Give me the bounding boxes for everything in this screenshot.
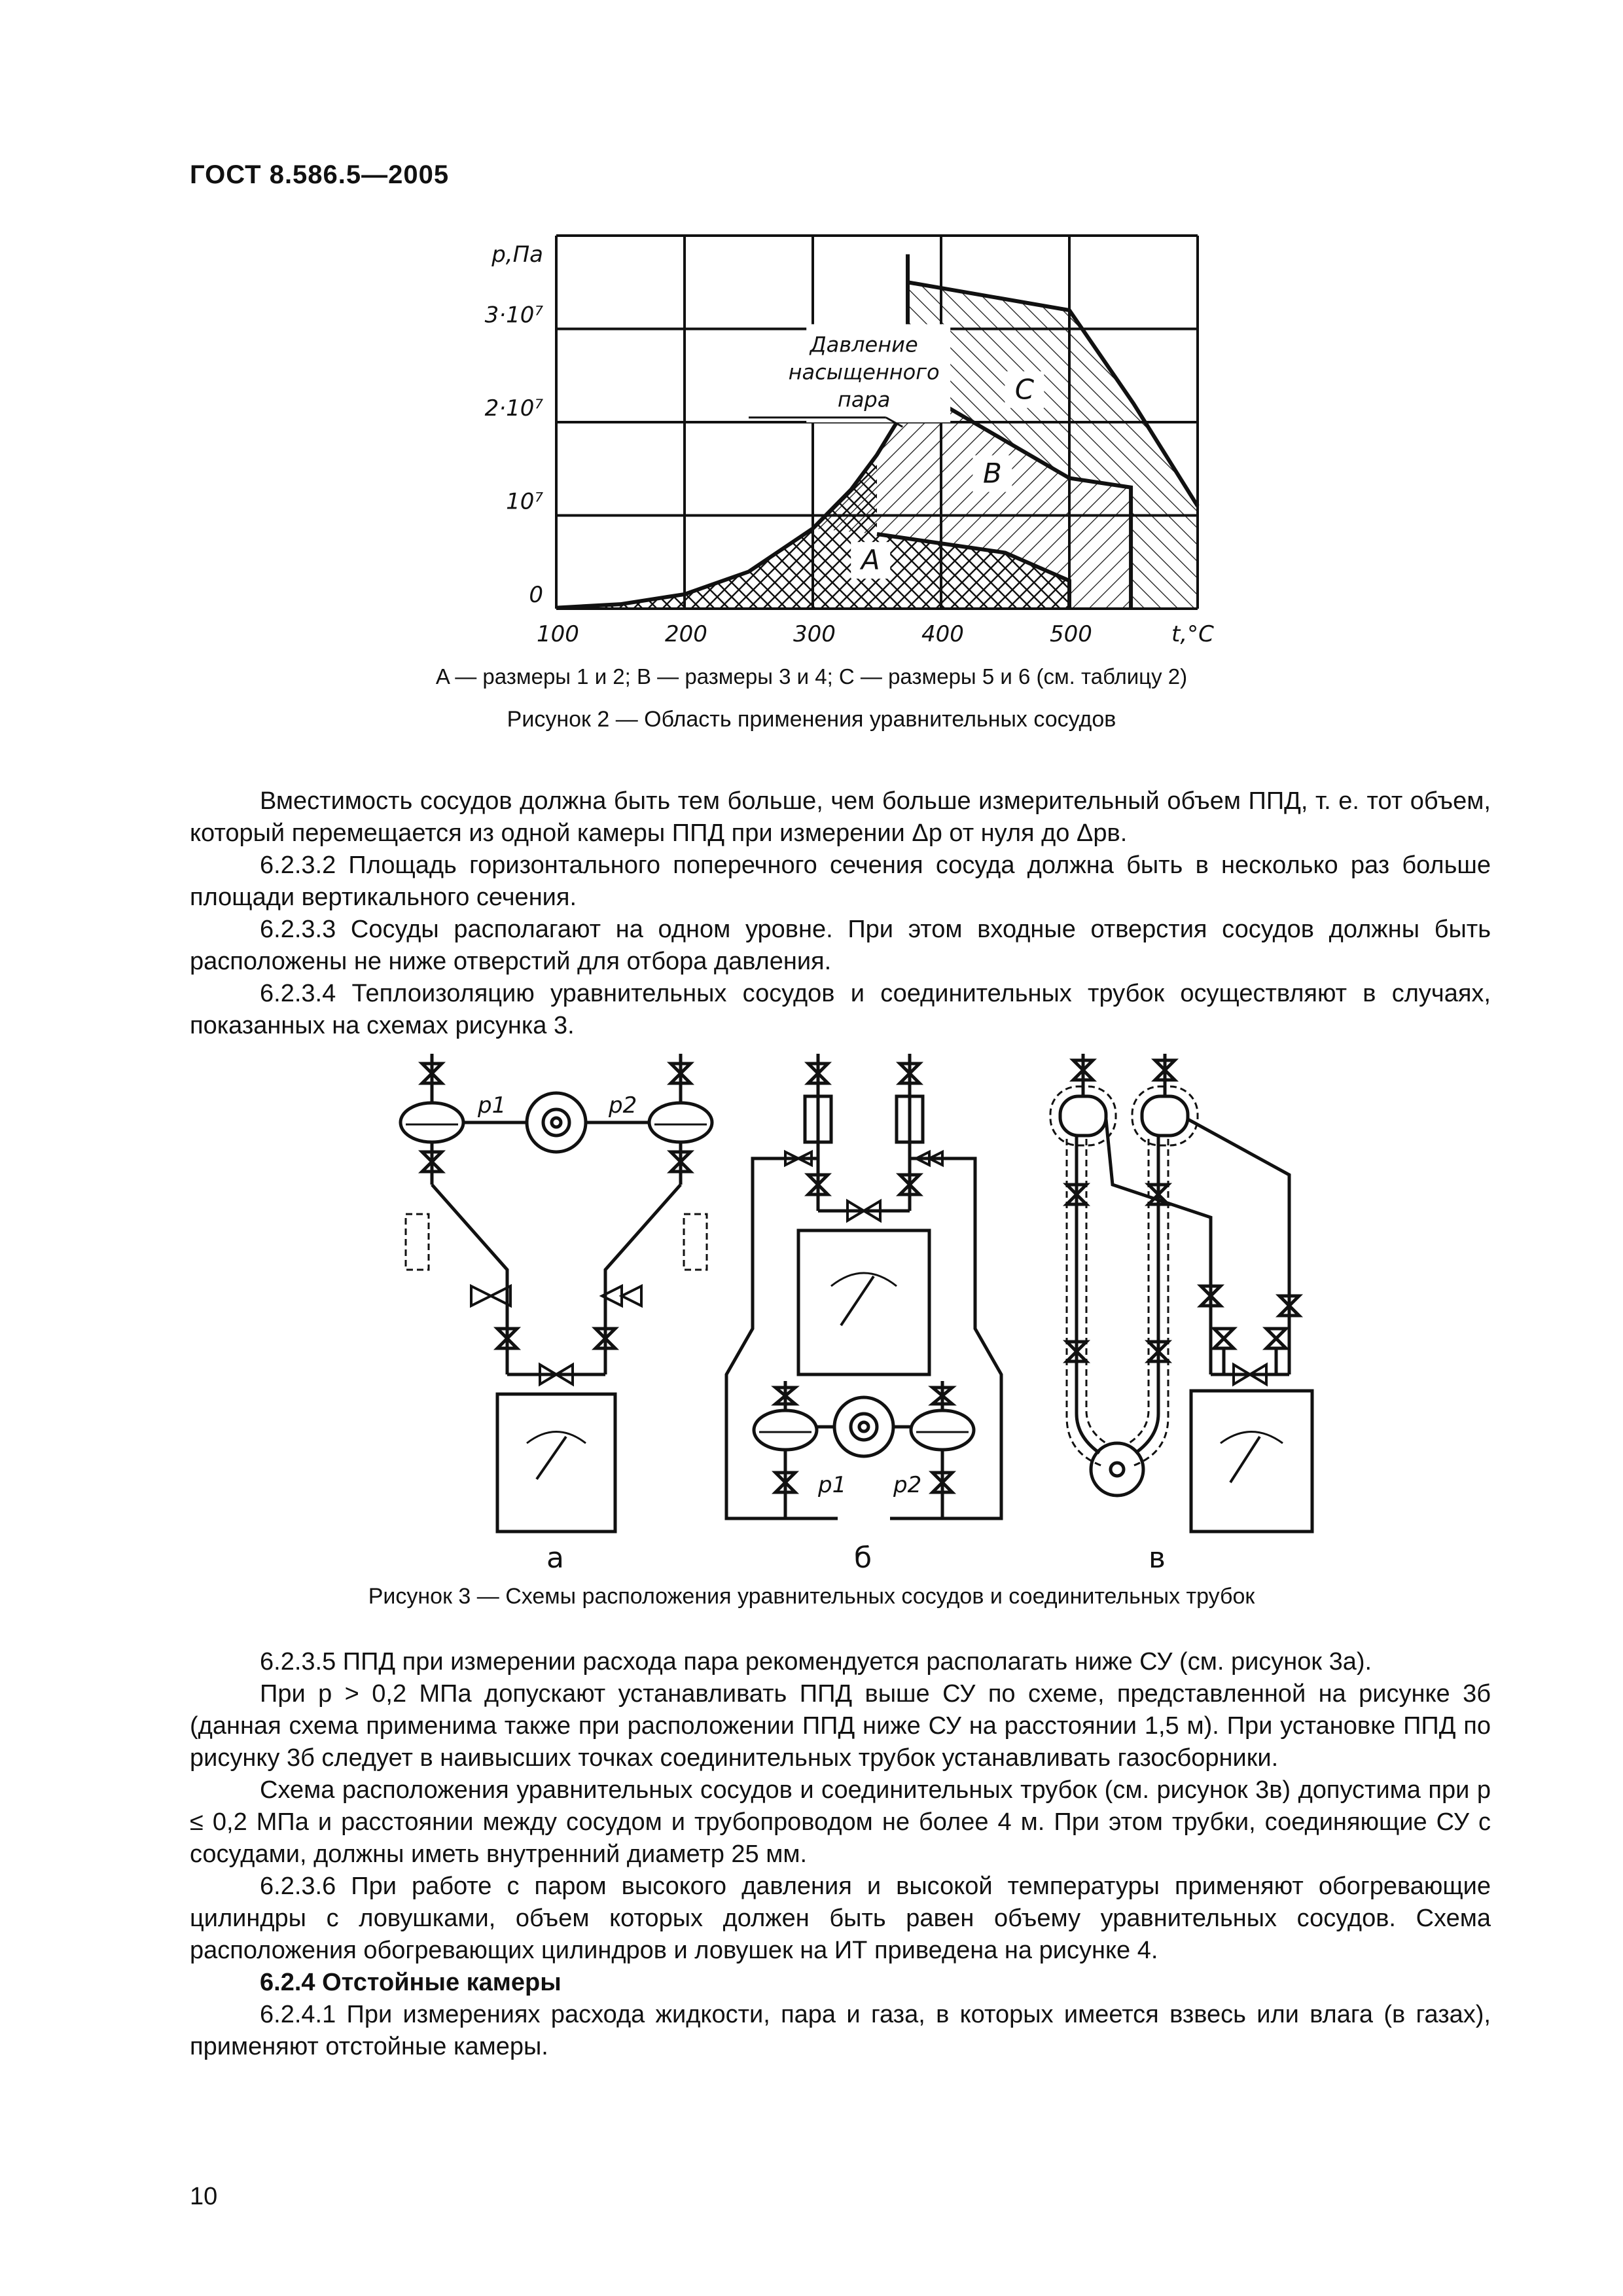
page-number: 10 [190,2183,218,2210]
label-p1: p1 [818,1472,847,1498]
paragraph: 6.2.3.4 Теплоизоляцию уравнительных сосудов и соединительных трубок осуществляют в случаях, показанных на схемах рисунка 3. [190,980,1491,1039]
paragraph: Схема расположения уравнительных сосудов и соединительных трубок (см. рисунок 3в) допустима при p ≤ 0,2 МПа и расстоянии между сосудом и трубопроводом не более 4 м. При этом трубки, соединяющие СУ с сосудами, должны иметь внутренний диаметр 25 мм. [190,1776,1491,1868]
x-tick-label: 300 [793,621,836,647]
figure-2-caption: Рисунок 2 — Область применения уравнительных сосудов [507,707,1116,732]
figure-3-caption: Рисунок 3 — Схемы расположения уравнительных сосудов и соединительных трубок [368,1584,1255,1609]
paragraph: 6.2.3.6 При работе с паром высокого давления и высокой температуры применяют обогревающие цилиндры с ловушками, объем которых должен быть равен объему уравнительных сосудов. Схема расположения обогревающих цилиндров и ловушек на ИТ приведена на рисунке 4. [190,1873,1491,1964]
region-a-label: A [861,544,880,577]
y-axis-label: p,Па [491,242,543,268]
y-tick-label: 2·10⁷ [484,395,543,422]
figure-3-schematics [386,1034,1315,1571]
curve-label-line: Давление [810,332,918,357]
figure-2-legend: A — размеры 1 и 2; B — размеры 3 и 4; C — размеры 5 и 6 (см. таблицу 2) [435,664,1188,689]
paragraph: 6.2.3.2 Площадь горизонтального поперечного сечения сосуда должна быть в несколько раз больше площади вертикального сечения. [190,852,1491,911]
paragraph: 6.2.4.1 При измерениях расхода жидкости, пара и газа, в которых имеется взвесь или влага (в газах), применяют отстойные камеры. [190,2001,1491,2060]
scheme-b [726,1054,1001,1571]
curve-label-line: пара [837,387,891,412]
region-c-label: C [1014,373,1035,406]
x-tick-label: 100 [537,621,579,647]
x-tick-label: 400 [921,621,964,647]
document-code: ГОСТ 8.586.5—2005 [190,160,450,189]
x-axis-label: t,°C [1171,621,1214,647]
y-tick-label: 0 [529,582,543,608]
label-v: в [1149,1541,1166,1571]
y-tick-label: 10⁷ [506,488,543,515]
y-tick-label: 3·10⁷ [484,302,543,329]
section-heading: 6.2.4 Отстойные камеры [260,1969,562,1996]
x-tick-label: 200 [665,621,707,647]
figure-2-chart [458,223,1230,661]
label-p2: p2 [609,1092,637,1119]
label-b: б [854,1541,872,1571]
scheme-a [401,1054,712,1571]
label-p1: p1 [478,1092,507,1119]
curve-label-line: насыщенного [788,359,940,385]
paragraph-block-2 [190,1646,1491,2063]
paragraph: При p > 0,2 МПа допускают устанавливать ППД выше СУ по схеме, представленной на рисунке 3б (данная схема применима также при расположении ППД ниже СУ на расстоянии 1,5 м). При установке ППД по рисунку 3б следует в наивысших точках соединительных трубок устанавливать газосборники. [190,1680,1491,1772]
region-b-label: B [982,457,1002,490]
paragraph: Вместимость сосудов должна быть тем больше, чем больше измерительный объем ППД, т. е. тот объем, который перемещается из одной камеры ППД при измерении Δp от нуля до Δpв. [190,787,1491,847]
scheme-v [1050,1054,1312,1571]
paragraph: 6.2.3.3 Сосуды располагают на одном уровне. При этом входные отверстия сосудов должны быть расположены не ниже отверстий для отбора давления. [190,916,1491,975]
label-a: а [546,1541,564,1571]
paragraph: 6.2.3.5 ППД при измерении расхода пара рекомендуется располагать ниже СУ (см. рисунок 3а). [260,1648,1372,1676]
label-p2: p2 [893,1472,922,1498]
x-tick-label: 500 [1050,621,1092,647]
paragraph-block-1 [190,785,1491,1042]
